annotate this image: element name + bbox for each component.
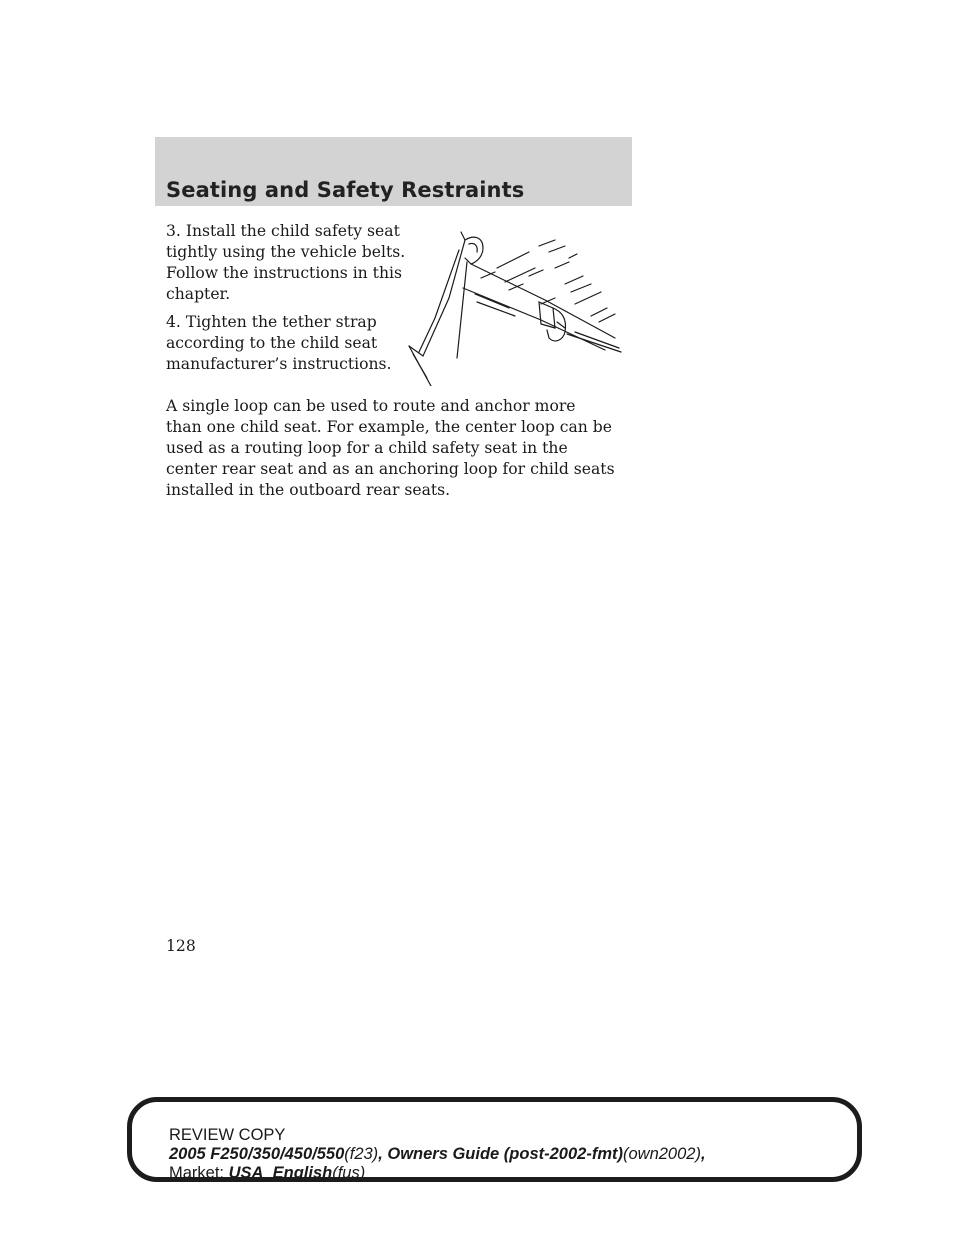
separator-1: , [378,1145,388,1163]
review-text [169,1126,706,1183]
guide-code: (own2002) [622,1145,701,1163]
step-3: 3. Install the child safety seat tightly using the vehicle belts. Follow the instructions in this chapter. [166,222,406,303]
review-copy-footer [127,1097,862,1182]
review-label: REVIEW COPY [169,1126,286,1144]
model-line [169,1145,706,1164]
market-value: USA_English [228,1164,333,1182]
separator-2: , [700,1145,706,1163]
page-number: 128 [166,937,196,955]
guide-name: Owners Guide (post-2002-fmt) [387,1145,623,1163]
market-label: Market: [169,1164,229,1182]
step-4: 4. Tighten the tether strap according to the child seat manufacturer’s instructions. [166,313,392,373]
tether-strap-illustration [405,228,625,386]
section-header [155,137,632,206]
step-list [166,221,406,382]
model-code: (f23) [344,1145,379,1163]
body-paragraph: A single loop can be used to route and anchor more than one child seat. For example, the center loop can be used as a routing loop for a child safety seat in the center rear seat and as an anchoring loop for child seats installed in the outboard rear seats. [166,397,615,499]
market-line [169,1164,706,1183]
model-name: 2005 F250/350/450/550 [169,1145,345,1163]
market-code: (fus) [332,1164,366,1182]
section-title: Seating and Safety Restraints [166,178,525,202]
